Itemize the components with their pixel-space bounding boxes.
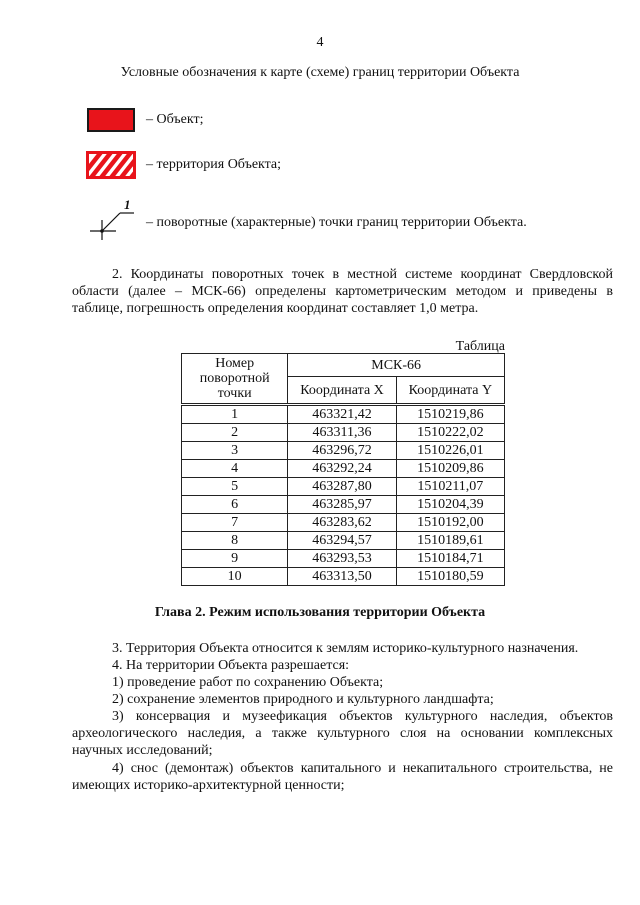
cell-point: 9 bbox=[182, 550, 288, 568]
header-point-number: Номер поворотной точки bbox=[182, 354, 288, 405]
cell-y: 1510222,02 bbox=[396, 424, 504, 442]
cell-y: 1510180,59 bbox=[396, 568, 504, 586]
cell-point: 10 bbox=[182, 568, 288, 586]
cell-point: 4 bbox=[182, 460, 288, 478]
table-row bbox=[182, 460, 505, 478]
cell-y: 1510211,07 bbox=[396, 478, 504, 496]
cell-point: 3 bbox=[182, 442, 288, 460]
cell-x: 463283,62 bbox=[288, 514, 396, 532]
table-row bbox=[182, 532, 505, 550]
table-row bbox=[182, 568, 505, 586]
cell-y: 1510226,01 bbox=[396, 442, 504, 460]
table-row bbox=[182, 405, 505, 424]
cell-point: 7 bbox=[182, 514, 288, 532]
cell-y: 1510204,39 bbox=[396, 496, 504, 514]
page-number: 4 bbox=[316, 35, 324, 50]
header-coordinate-x: Координата X bbox=[288, 377, 396, 405]
cell-x: 463285,97 bbox=[288, 496, 396, 514]
legend-title: Условные обозначения к карте (схеме) границ территории Объекта bbox=[120, 65, 520, 80]
cell-point: 5 bbox=[182, 478, 288, 496]
cell-point: 8 bbox=[182, 532, 288, 550]
legend-item-label: – Объект; bbox=[146, 112, 204, 128]
cell-x: 463294,57 bbox=[288, 532, 396, 550]
table-row bbox=[182, 496, 505, 514]
turning-point-marker-icon bbox=[84, 197, 138, 240]
table-row bbox=[182, 424, 505, 442]
cell-x: 463321,42 bbox=[288, 405, 396, 424]
cell-x: 463293,53 bbox=[288, 550, 396, 568]
header-coordinate-y: Координата Y bbox=[396, 377, 504, 405]
cell-y: 1510219,86 bbox=[396, 405, 504, 424]
red-filled-rectangle-icon bbox=[84, 105, 138, 135]
cell-point: 2 bbox=[182, 424, 288, 442]
legend-item-turning-point bbox=[84, 197, 527, 240]
paragraph-coordinates-intro: 2. Координаты поворотных точек в местной системе координат Свердловской области (далее – МСК-66) определены картометрическим методом и приведены в таблице, погрешность определения координат составляет 1,0 метра. bbox=[72, 267, 613, 317]
turning-point-number: 1 bbox=[124, 197, 131, 212]
coordinates-table bbox=[181, 353, 505, 586]
cell-x: 463292,24 bbox=[288, 460, 396, 478]
list-item: 3) консервация и музеефикация объектов культурного наследия, объектов археологического наследия, а также культурного слоя на основании комплексных научных исследований; bbox=[72, 709, 613, 759]
table-row bbox=[182, 478, 505, 496]
table-row bbox=[182, 550, 505, 568]
header-coordinate-system: МСК-66 bbox=[288, 354, 505, 377]
table-row bbox=[182, 514, 505, 532]
legend-item-label: – поворотные (характерные) точки границ территории Объекта. bbox=[146, 215, 527, 231]
cell-point: 6 bbox=[182, 496, 288, 514]
legend-item-label: – территория Объекта; bbox=[146, 157, 282, 173]
cell-x: 463311,36 bbox=[288, 424, 396, 442]
red-hatched-rectangle-icon bbox=[84, 150, 138, 180]
list-item: 1) проведение работ по сохранению Объекта; bbox=[112, 675, 384, 691]
list-item: 4) снос (демонтаж) объектов капитального и некапитального строительства, не имеющих историко-архитектурной ценности; bbox=[72, 760, 613, 793]
cell-x: 463313,50 bbox=[288, 568, 396, 586]
cell-y: 1510184,71 bbox=[396, 550, 504, 568]
cell-x: 463296,72 bbox=[288, 442, 396, 460]
legend-item-object bbox=[84, 105, 203, 135]
legend-item-territory bbox=[84, 150, 281, 180]
table-caption: Таблица bbox=[455, 339, 505, 354]
cell-x: 463287,80 bbox=[288, 478, 396, 496]
regulation-list bbox=[72, 640, 613, 794]
list-item: 3. Территория Объекта относится к землям историко-культурного назначения. bbox=[112, 641, 579, 656]
table-row bbox=[182, 442, 505, 460]
cell-point: 1 bbox=[182, 405, 288, 424]
list-item: 4. На территории Объекта разрешается: bbox=[112, 658, 350, 674]
cell-y: 1510209,86 bbox=[396, 460, 504, 478]
cell-y: 1510189,61 bbox=[396, 532, 504, 550]
cell-y: 1510192,00 bbox=[396, 514, 504, 532]
list-item: 2) сохранение элементов природного и культурного ландшафта; bbox=[112, 692, 494, 708]
chapter-title: Глава 2. Режим использования территории Объекта bbox=[154, 605, 486, 620]
